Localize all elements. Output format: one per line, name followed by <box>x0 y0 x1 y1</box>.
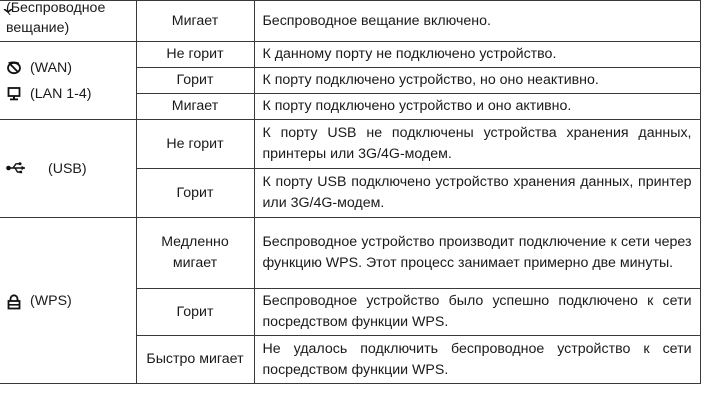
lan-label: (LAN 1-4) <box>30 85 92 102</box>
globe-icon <box>6 61 22 75</box>
status-cell: Не горит <box>136 120 254 169</box>
description-cell: К данному порту не подключено устройство. <box>254 42 700 68</box>
status-cell: Быстро мигает <box>136 336 254 384</box>
description-cell: К порту USB не подключены устройства хранения данных, принтеры или 3G/4G-модем. <box>254 120 700 169</box>
indicator-cell-wps <box>0 218 136 384</box>
table-row-wireless <box>0 1 700 42</box>
table-row-wan-lan <box>0 42 700 68</box>
status-cell: Мигает <box>136 94 254 120</box>
wan-label: (WAN) <box>30 59 73 76</box>
wireless-label: (Беспроводное вещание) <box>6 0 106 36</box>
status-cell: Горит <box>136 169 254 218</box>
monitor-icon <box>6 87 22 101</box>
indicator-cell-wan-lan <box>0 42 136 120</box>
description-cell: К порту подключено устройство и оно активно. <box>254 94 700 120</box>
table-row-wps <box>0 218 700 289</box>
table-row-usb <box>0 120 700 169</box>
usb-icon <box>6 162 28 176</box>
wps-label: (WPS) <box>30 292 72 309</box>
indicator-cell-usb <box>0 120 136 218</box>
status-cell: Мигает <box>136 1 254 42</box>
indicator-cell-wireless <box>0 1 136 42</box>
wireless-icon <box>3 0 13 4</box>
status-cell: Не горит <box>136 42 254 68</box>
usb-label: (USB) <box>48 160 87 177</box>
lock-icon <box>6 294 22 308</box>
status-cell: Горит <box>136 289 254 336</box>
description-cell: Не удалось подключить беспроводное устройство к сети посредством функции WPS. <box>254 336 700 384</box>
description-cell: Беспроводное устройство производит подключение к сети через функцию WPS. Этот процесс занимает примерно две минуты. <box>254 218 700 289</box>
description-cell: К порту USB подключено устройство хранения данных, принтер или 3G/4G-модем. <box>254 169 700 218</box>
status-cell: Медленно мигает <box>136 218 254 289</box>
description-cell: Беспроводное вещание включено. <box>254 1 700 42</box>
status-cell: Горит <box>136 68 254 94</box>
description-cell: Беспроводное устройство было успешно подключено к сети посредством функции WPS. <box>254 289 700 336</box>
description-cell: К порту подключено устройство, но оно неактивно. <box>254 68 700 94</box>
